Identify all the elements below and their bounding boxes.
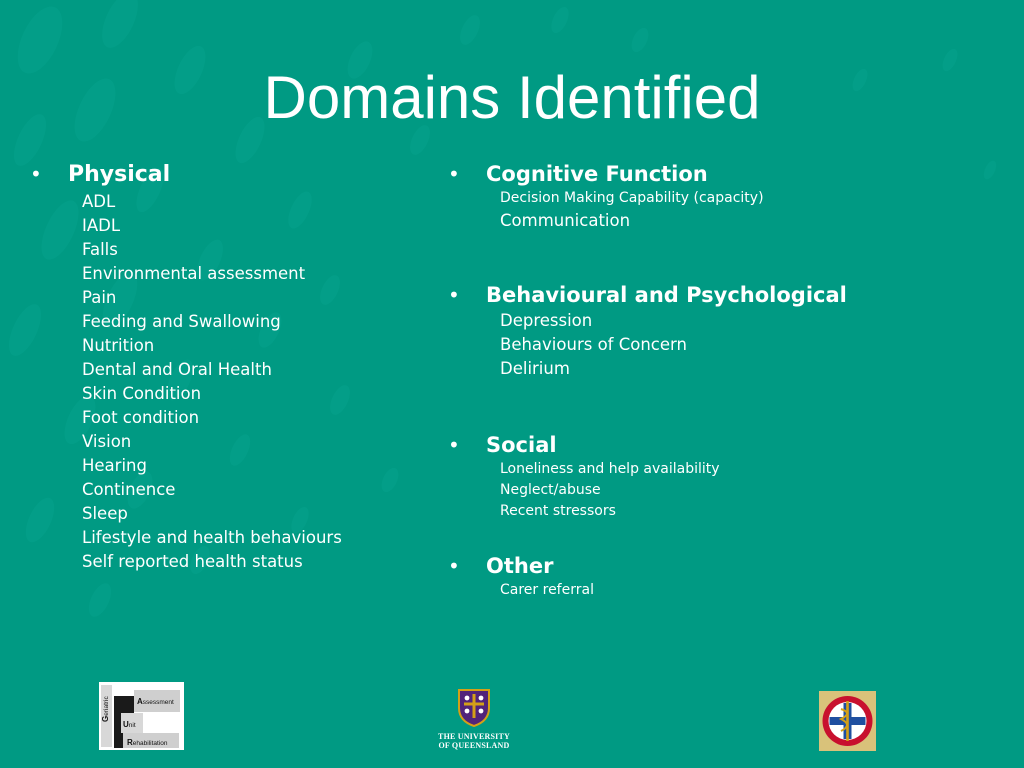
other-section: [448, 552, 1008, 601]
uq-name-line2: OF QUEENSLAND: [438, 741, 510, 750]
list-item: Lifestyle and health behaviours: [82, 528, 342, 547]
list-item: Environmental assessment: [82, 264, 306, 283]
list-item: Dental and Oral Health: [82, 360, 272, 379]
list-item: Vision: [82, 432, 132, 451]
svg-text:Unit: Unit: [123, 720, 136, 729]
bullet-marker: •: [30, 162, 42, 186]
list-item: Neglect/abuse: [500, 482, 601, 498]
physical-domain-column: [30, 160, 410, 574]
list-item: Foot condition: [82, 408, 200, 427]
other-domains-column: [448, 160, 1008, 601]
list-item: Recent stressors: [500, 503, 616, 519]
list-item: Sleep: [82, 504, 128, 523]
bullet-marker: •: [448, 283, 460, 307]
uq-name-line1: THE UNIVERSITY: [438, 732, 510, 741]
list-item: Nutrition: [82, 336, 155, 355]
other-items-list: [448, 580, 1008, 601]
bullet-marker: •: [448, 162, 460, 186]
gaur-logo-graphic: [99, 682, 184, 750]
university-of-queensland-logo: [436, 688, 512, 756]
domain-heading: Cognitive Function: [486, 162, 708, 186]
behavioural-items-list: [448, 309, 1008, 381]
list-item: Pain: [82, 288, 117, 307]
domain-heading: Other: [486, 554, 554, 578]
cognitive-section: [448, 160, 1008, 233]
slide-title: Domains Identified: [263, 64, 761, 131]
svg-text:Assessment: Assessment: [137, 697, 174, 706]
list-item: Falls: [82, 240, 118, 259]
physical-section: [30, 160, 410, 574]
domain-heading: Physical: [68, 162, 171, 187]
cognitive-items-list: [448, 188, 1008, 233]
physical-items-list: [30, 190, 410, 574]
svg-text:Geriatric: Geriatric: [101, 696, 110, 722]
gaur-logo: [99, 682, 184, 750]
list-item: ADL: [82, 192, 116, 211]
list-item: Depression: [500, 311, 593, 330]
list-item: Self reported health status: [82, 552, 303, 571]
bullet-marker: •: [448, 554, 460, 578]
qh-emblem-icon: [819, 691, 876, 751]
queensland-health-logo: [819, 691, 876, 751]
list-item: Loneliness and help availability: [500, 461, 720, 477]
footer-logos: [0, 680, 1024, 760]
list-item: Communication: [500, 211, 631, 230]
list-item: Decision Making Capability (capacity): [500, 190, 764, 206]
list-item: Continence: [82, 480, 176, 499]
domain-heading: Behavioural and Psychological: [486, 283, 847, 307]
list-item: Hearing: [82, 456, 147, 475]
uq-crest-icon: [456, 688, 492, 728]
social-items-list: [448, 459, 1008, 522]
list-item: Feeding and Swallowing: [82, 312, 281, 331]
svg-text:Rehabilitation: Rehabilitation: [127, 738, 168, 747]
domain-heading: Social: [486, 433, 557, 457]
list-item: Delirium: [500, 359, 570, 378]
list-item: Behaviours of Concern: [500, 335, 687, 354]
list-item: Skin Condition: [82, 384, 202, 403]
bullet-marker: •: [448, 433, 460, 457]
list-item: IADL: [82, 216, 121, 235]
behavioural-section: [448, 281, 1008, 381]
social-section: [448, 431, 1008, 522]
list-item: Carer referral: [500, 582, 594, 598]
